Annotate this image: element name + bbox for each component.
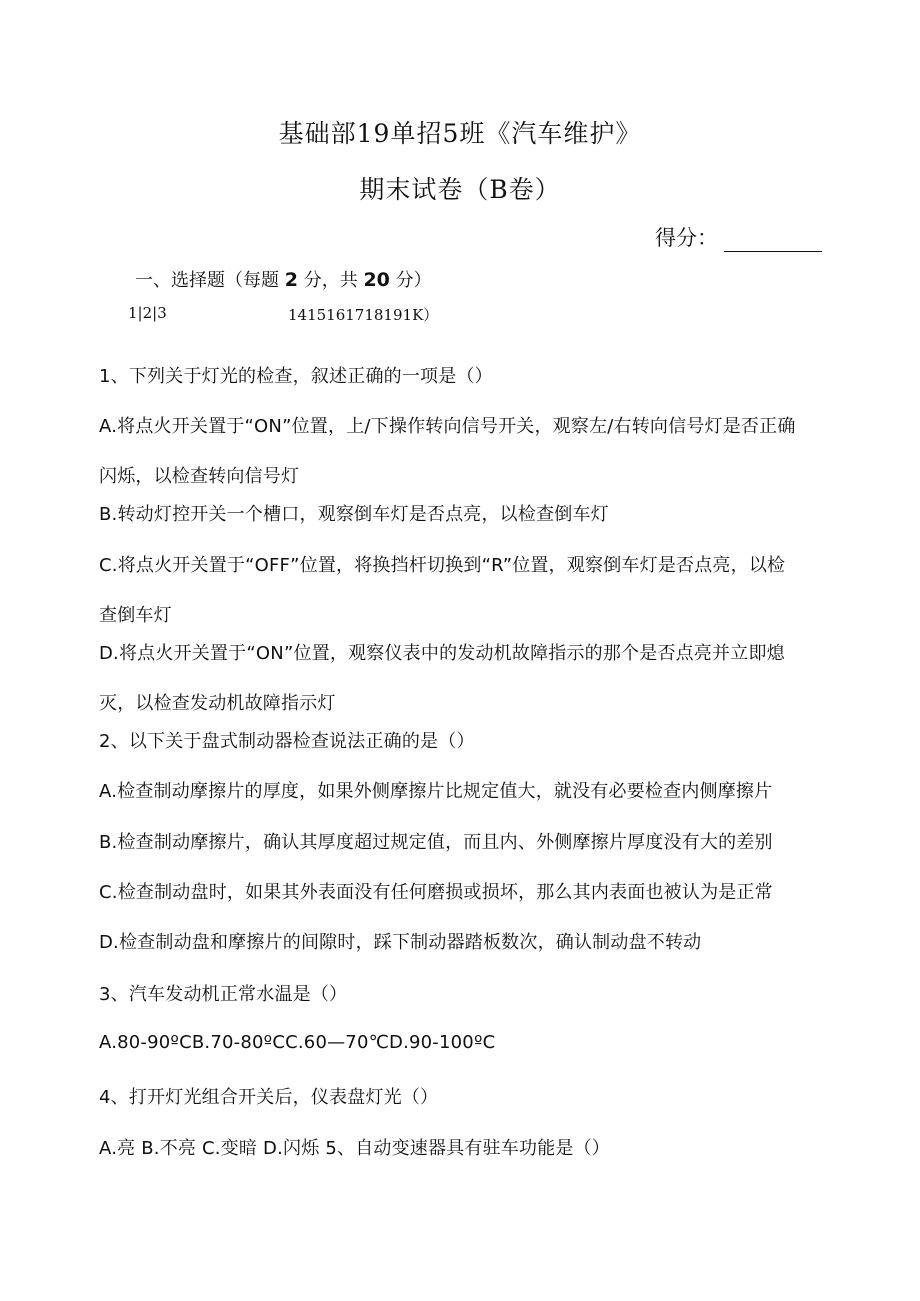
answer-grid-left: 1|2|3: [128, 304, 167, 322]
question-2-option-c: C.检查制动盘时，如果其外表面没有任何磨损或损坏，那么其内表面也被认为是正常: [99, 882, 773, 903]
question-1-option-c-cont: 查倒车灯: [99, 605, 172, 626]
points-each: 2: [284, 269, 298, 291]
question-2-option-b: B.检查制动摩擦片，确认其厚度超过规定值，而且内、外侧摩擦片厚度没有大的差别: [99, 832, 773, 853]
section-suffix: 分）: [395, 270, 432, 291]
score-blank-line: [724, 229, 822, 252]
question-4-options-and-question-5: A.亮 B.不亮 C.变暗 D.闪烁 5、自动变速器具有驻车功能是（）: [99, 1138, 610, 1159]
score-label: 得分：: [655, 226, 718, 250]
question-1-option-d-cont: 灭，以检查发动机故障指示灯: [99, 693, 336, 714]
question-1-option-b: B.转动灯控开关一个槽口，观察倒车灯是否点亮，以检查倒车灯: [99, 504, 609, 525]
question-2: 2、以下关于盘式制动器检查说法正确的是（）: [99, 731, 475, 752]
section-middle: 分，共: [303, 270, 358, 291]
question-1-option-c: C.将点火开关置于“OFF”位置，将换挡杆切换到“R”位置，观察倒车灯是否点亮，以检: [99, 555, 786, 576]
question-2-option-a: A.检查制动摩擦片的厚度，如果外侧摩擦片比规定值大，就没有必要检查内侧摩擦片: [99, 781, 773, 802]
question-3: 3、汽车发动机正常水温是（）: [99, 984, 348, 1005]
document-title: 基础部19单招5班《汽车维护》: [278, 119, 642, 148]
section-prefix: 一、选择题（每题: [135, 270, 279, 291]
question-4: 4、打开灯光组合开关后，仪表盘灯光（）: [99, 1087, 439, 1108]
question-3-options: A.80-90ºCB.70-80ºCC.60—70℃D.90-100ºC: [99, 1032, 496, 1053]
points-total: 20: [363, 269, 390, 291]
question-1-option-d: D.将点火开关置于“ON”位置，观察仪表中的发动机故障指示的那个是否点亮并立即熄: [99, 643, 785, 664]
section-heading: [135, 266, 432, 292]
question-1: 1、下列关于灯光的检查，叙述正确的一项是（）: [99, 366, 493, 387]
answer-grid-right: 1415161718191K）: [288, 306, 439, 324]
question-2-option-d: D.检查制动盘和摩擦片的间隙时，踩下制动器踏板数次，确认制动盘不转动: [99, 932, 702, 953]
document-subtitle: 期末试卷（B卷）: [359, 175, 561, 204]
question-1-option-a: A.将点火开关置于“ON”位置，上/下操作转向信号开关，观察左/右转向信号灯是否正确: [99, 416, 796, 437]
score-field: [655, 222, 822, 252]
question-1-option-a-cont: 闪烁，以检查转向信号灯: [99, 466, 300, 487]
